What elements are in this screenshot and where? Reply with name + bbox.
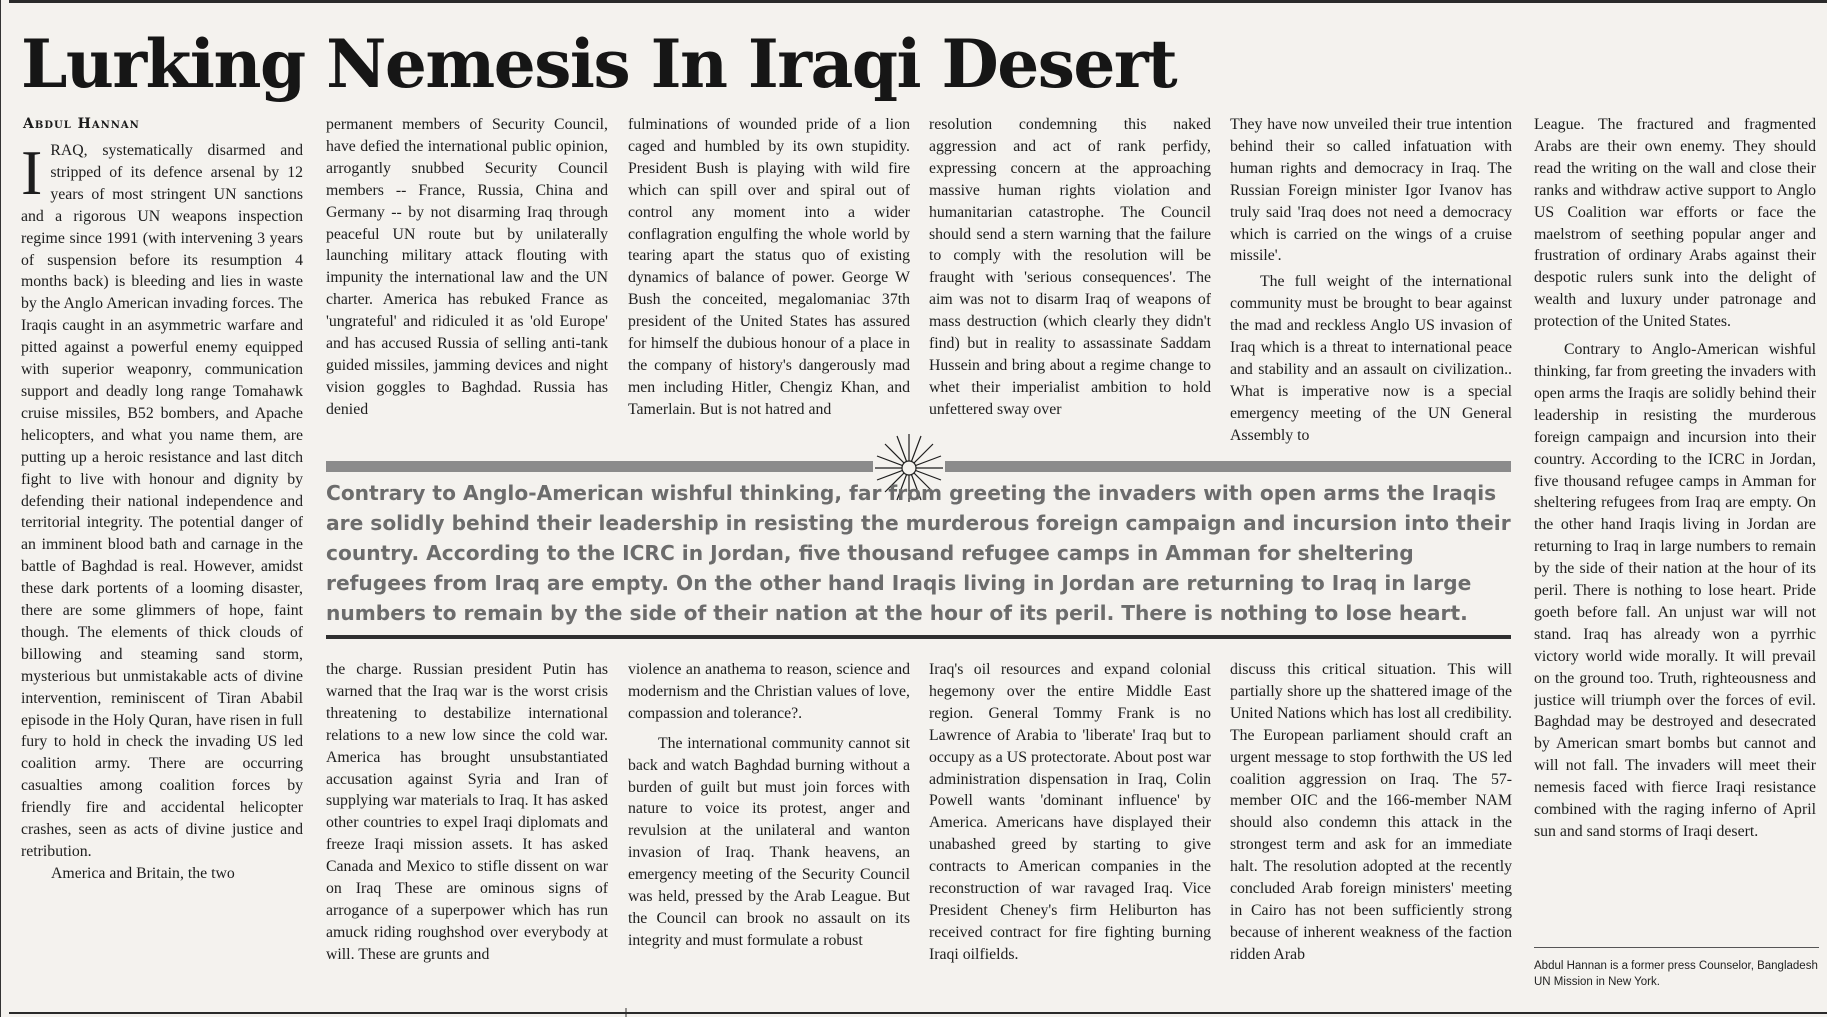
column-6 xyxy=(1534,114,1816,944)
column-5-bottom-text: discuss this critical situation. This will partially shore up the shattered image of the United Nations which has lost all credibility. The European parliament should craft an urgent message to stop forthwith the US led coalition aggression on Iraq. The 57-member OIC and the 166-member NAM should also condemn this attack in the strongest term and ask for an immediate halt. The resolution adopted at the recently concluded Arab foreign ministers' meeting in Cairo has not been sufficiently strong because of inherent weakness of the faction ridden Arab xyxy=(1230,661,1512,963)
article-headline: Lurking Nemesis In Iraqi Desert xyxy=(21,25,1177,103)
top-rule xyxy=(9,0,1827,3)
column-2-top-text: permanent members of Security Council, have defied the international public opinion, arrogantly snubbed Security Council members -- France, Russia, China and Germany -- by not disarming Iraq through peaceful UN route but by unilaterally launching military attack flouting with impunity the international law and the UN charter. America has rebuked France as 'ungrateful' and ridiculed it as 'old Europe' and has accused Russia of selling anti-tank guided missiles, jamming devices and night vision goggles to Baghdad. Russia has denied xyxy=(326,116,608,418)
column-3-bottom xyxy=(628,659,910,999)
column-4-bottom xyxy=(929,659,1211,999)
column-3-bottom-text-1: violence an anathema to reason, science and modernism and the Christian values of love, compassion and tolerance?. xyxy=(628,661,910,722)
column-6-paragraph-2: Contrary to Anglo-American wishful thinking, far from greeting the invaders with open arms the Iraqis are solidly behind their leadership in resisting the murderous foreign campaign and incursion into their country. According to the ICRC in Jordan, five thousand refugee camps in Amman for sheltering refugees from Iraq are empty. On the other hand Iraqis living in Jordan are returning to Iraq in large numbers to remain by the side of their nation at the hour of its peril. There is nothing to lose heart. Pride goeth before fall. An unjust war will not stand. Iraq has already won a pyrrhic victory world wide morally. It will prevail on the ground too. Truth, righteousness and justice will triumph over the forces of evil. Baghdad may be destroyed and desecrated by American smart bombs but cannot and will not fall. The invaders will meet their nemesis faced with fierce Iraqi resistance combined with the raging inferno of April sun and sand storms of Iraqi desert. xyxy=(1534,341,1816,840)
column-1 xyxy=(21,140,303,1000)
bottom-rule xyxy=(9,1012,1827,1014)
column-5-bottom xyxy=(1230,659,1512,999)
column-1-paragraph-1: RAQ, systematically disarmed and stripped of its defence arsenal by 12 years of most stringent UN sanctions and a rigorous UN weapons inspection regime since 1991 (with intervening 3 years of suspension before its resumption 4 months back) is bleeding and lies in waste by the Anglo American invading forces. The Iraqis caught in an asymmetric warfare and pitted against a powerful enemy equipped with superior weaponry, communication support and deadly long range Tomahawk cruise missiles, B52 bombers, and Apache helicopters, and what you name them, are putting up a heroic resistance and last ditch fight to live with honour and dignity by defending their national independence and territorial integrity. The potential danger of an imminent blood bath and carnage in the battle of Baghdad is real. However, amidst these dark portents of a looming disaster, there are some glimmers of hope, faint though. The elements of thick clouds of billowing and steaming sand storm, mysterious but unmistakable acts of divine intervention, reminiscent of Tiran Ababil episode in the Holy Quran, have risen in full fury to hold in check the invading US led coalition army. There are occurring casualties among coalition forces by friendly fire and accidental helicopter crashes, seen as acts of divine justice and retribution. xyxy=(21,142,303,860)
author-footnote: Abdul Hannan is a former press Counselor, Bangladesh UN Mission in New York. xyxy=(1534,960,1818,988)
column-3-bottom-text-2: The international community cannot sit back and watch Baghdad burning without a burden of guilt but must join forces with nature to voice its protest, anger and revulsion at the unilateral and wanton invasion of Iraq. Thank heavens, an emergency meeting of the Security Council was held, pressed by the Arab League. But the Council can brook no assault on its integrity and must formulate a robust xyxy=(628,734,910,949)
pullquote-bottom-rule xyxy=(326,635,1511,639)
column-5-top xyxy=(1230,114,1512,444)
footnote-rule xyxy=(1534,947,1819,948)
drop-cap: I xyxy=(21,140,43,208)
column-2-bottom-text: the charge. Russian president Putin has warned that the Iraq war is the worst crisis threatening to destabilize international relations to a new low since the cold war. America has brought unsubstantiated accusation against Syria and Iran of supplying war materials to Iraq. It has asked other countries to expel Iraqi diplomats and freeze Iraqi mission assets. It has asked Canada and Mexico to stifle dissent on war on Iraq These are ominous signs of arrogance of a superpower which has run amuck riding roughshod over everybody at will. These are grunts and xyxy=(326,661,608,963)
column-6-paragraph-1: League. The fractured and fragmented Arabs are their own enemy. They should read the writing on the wall and close their ranks and withdraw active support to Anglo US Coalition war efforts or face the maelstrom of seething popular anger and frustration of ordinary Arabs against their despotic rulers sunk into the delight of wealth and luxury under patronage and protection of the United States. xyxy=(1534,116,1816,331)
column-1-paragraph-2: America and Britain, the two xyxy=(51,864,235,882)
column-4-bottom-text: Iraq's oil resources and expand colonial hegemony over the entire Middle East region. General Tommy Frank is no Lawrence of Arabia to 'liberate' Iraq but to occupy as a US protectorate. About post war administration dispensation in Iraq, Colin Powell wants 'dominant influence' by America. Americans have displayed their unabashed greed by starting to give contracts to American companies in the reconstruction of war ravaged Iraq. Vice President Cheney's firm Heliburton has received contract for fire fighting burning Iraqi oilfields. xyxy=(929,661,1211,963)
pullquote-text: Contrary to Anglo-American wishful thinking, far from greeting the invaders with open arms the Iraqis are solidly behind their leadership in resisting the murderous foreign campaign and incursion into their country. According to the ICRC in Jordan, five thousand refugee camps in Amman for sheltering refugees from Iraq are empty. On the other hand Iraqis living in Jordan are returning to Iraq in large numbers to remain by the side of their nation at the hour of its peril. There is nothing to lose heart. xyxy=(326,481,1511,625)
column-5-top-text-2: The full weight of the international community must be brought to bear against the mad and reckless Anglo US invasion of Iraq which is a threat to international peace and stability and an assault on civilization.. What is imperative now is a special emergency meeting of the UN General Assembly to xyxy=(1230,273,1512,444)
column-5-top-text-1: They have now unveiled their true intention behind their so called infatuation with human rights and democracy in Iraq. The Russian Foreign minister Igor Ivanov has truly said 'Iraq does not need a democracy which is carried on the wings of a cruise missile'. xyxy=(1230,116,1512,265)
column-4-top xyxy=(929,114,1211,444)
article-byline: Abdul Hannan xyxy=(23,116,140,132)
column-2-bottom xyxy=(326,659,608,999)
column-3-top xyxy=(628,114,910,444)
column-4-top-text: resolution condemning this naked aggression and act of rank perfidy, expressing concern at the approaching massive human rights violation and humanitarian catastrophe. The Council should send a stern warning that the failure to comply with the resolution will be fraught with 'serious consequences'. The aim was not to disarm Iraq of weapons of mass destruction (which clearly they didn't find) but in reality to assassinate Saddam Hussein and bring about a regime change to whet their imperialist ambition to hold unfettered sway over xyxy=(929,116,1211,418)
column-2-top xyxy=(326,114,608,444)
column-3-top-text: fulminations of wounded pride of a lion caged and humbled by its own stupidity. President Bush is playing with wild fire which can spill over and spiral out of control any moment into a wider conflagration engulfing the whole world by tearing apart the status quo of existing dynamics of balance of power. George W Bush the conceited, megalomaniac 37th president of the United States has assured for himself the dubious honour of a place in the company of history's dangerously mad men including Hitler, Chengiz Khan, and Tamerlain. But is not hatred and xyxy=(628,116,910,418)
